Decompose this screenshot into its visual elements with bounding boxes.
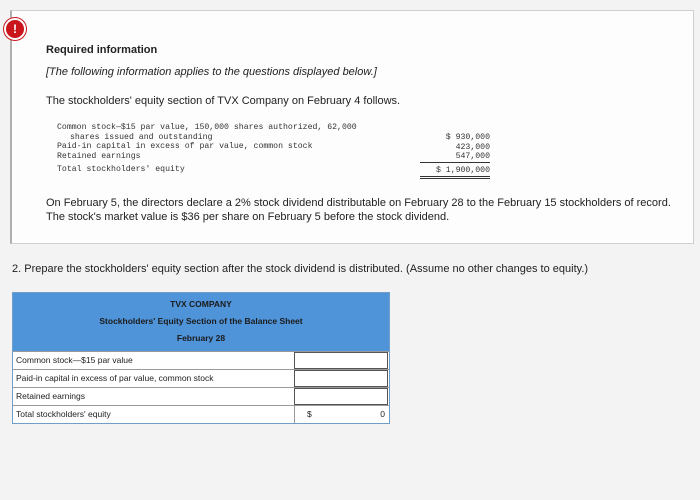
table-header <box>13 293 389 351</box>
equity-table <box>12 292 390 424</box>
table-company: TVX COMPANY <box>170 299 232 309</box>
table-row <box>13 387 389 405</box>
equity-line: Paid-in capital in excess of par value, common stock <box>57 142 313 152</box>
row-label-input[interactable]: Common stock—$15 par value <box>16 355 133 365</box>
total-value: 0 <box>380 409 385 419</box>
amount-input[interactable] <box>294 352 388 369</box>
equity-line: Total stockholders' equity <box>57 164 185 174</box>
row-label-input[interactable]: Paid-in capital in excess of par value, common stock <box>16 373 214 383</box>
table-row <box>13 351 389 369</box>
equity-line: Common stock—$15 par value, 150,000 shares authorized, 62,000 <box>57 123 357 132</box>
equity-value: 547,000 <box>420 152 490 163</box>
row-label-input[interactable]: Retained earnings <box>16 391 85 401</box>
equity-total-value: $ 1,900,000 <box>420 166 490 179</box>
question-text: 2. Prepare the stockholders' equity section after the stock dividend is distributed. (Assume no other changes to equity.) <box>12 263 589 275</box>
info-note: [The following information applies to the questions displayed below.] <box>46 66 377 78</box>
alert-icon: ! <box>4 18 26 40</box>
table-title: Stockholders' Equity Section of the Balance Sheet <box>99 316 303 326</box>
equity-values <box>420 133 490 179</box>
amount-input[interactable] <box>294 370 388 387</box>
total-cell <box>294 406 388 423</box>
equity-line: Retained earnings <box>57 152 141 162</box>
table-row <box>13 405 389 423</box>
required-heading: Required information <box>46 44 158 56</box>
intro-text: The stockholders' equity section of TVX Company on February 4 follows. <box>46 95 401 107</box>
dividend-paragraph: On February 5, the directors declare a 2% stock dividend distributable on February 28 to the February 15 stockholders of record. The stock's market value is $36 per share on February 5 before the stock dividend. <box>46 197 671 223</box>
dollar-sign: $ <box>307 409 312 419</box>
amount-input[interactable] <box>294 388 388 405</box>
table-row <box>13 369 389 387</box>
row-label-total: Total stockholders' equity <box>16 409 111 419</box>
equity-line: shares issued and outstanding <box>70 132 213 142</box>
equity-value: $ 930,000 <box>445 133 490 142</box>
equity-labels <box>57 123 357 175</box>
table-date: February 28 <box>176 333 226 343</box>
equity-value: 423,000 <box>455 142 490 152</box>
